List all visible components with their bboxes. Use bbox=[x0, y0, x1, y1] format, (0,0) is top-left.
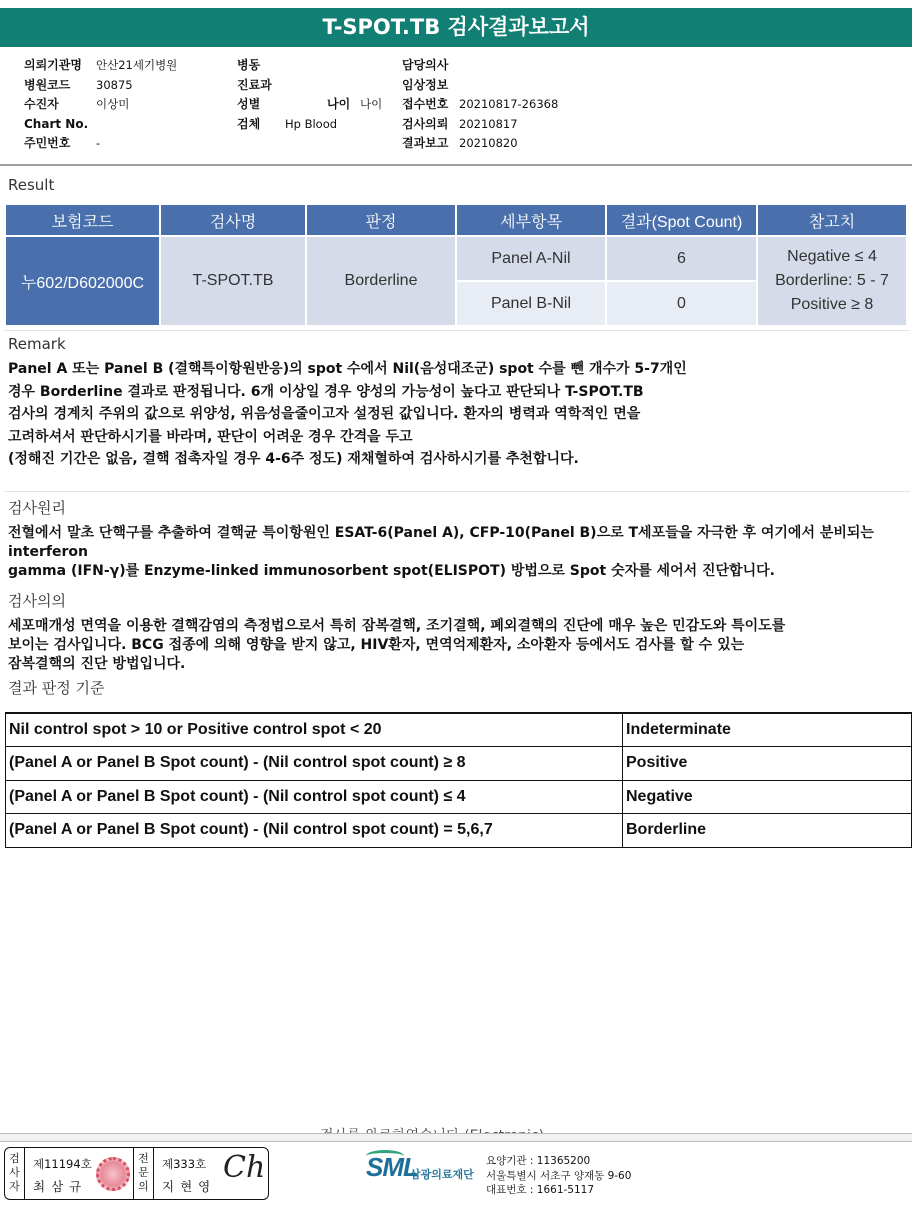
info-value: - bbox=[96, 136, 101, 150]
org-code: 요양기관 : 11365200 bbox=[486, 1155, 591, 1167]
info-value: 20210820 bbox=[459, 136, 518, 150]
col-header: 세부항목 bbox=[457, 205, 605, 235]
info-label: 결과보고 bbox=[402, 136, 449, 150]
vertical-char: 자 bbox=[9, 1180, 20, 1193]
org-name: 삼광의료재단 bbox=[410, 1168, 474, 1181]
inspector-name: 최삼규 bbox=[33, 1179, 88, 1194]
info-label: Chart No. bbox=[24, 116, 89, 131]
signature-box bbox=[4, 1147, 269, 1200]
result-row bbox=[6, 237, 906, 280]
info-label: 검체 bbox=[237, 116, 261, 131]
criteria-row bbox=[6, 747, 912, 781]
reference-range bbox=[758, 237, 906, 325]
vertical-char: 의 bbox=[138, 1180, 149, 1193]
criteria-row bbox=[6, 713, 912, 747]
patient-info-col1 bbox=[24, 56, 177, 154]
col-header: 보험코드 bbox=[6, 205, 159, 235]
info-value: 20210817 bbox=[459, 116, 518, 131]
criteria-condition: (Panel A or Panel B Spot count) - (Nil control spot count) ≤ 4 bbox=[6, 780, 623, 814]
vertical-char: 사 bbox=[9, 1166, 20, 1179]
significance-label: 검사의의 bbox=[8, 592, 66, 610]
doctor-name: 지현영 bbox=[162, 1179, 217, 1194]
handwritten-signature: Ch bbox=[223, 1150, 266, 1185]
col-header: 결과(Spot Count) bbox=[607, 205, 756, 235]
age-label: 나이 bbox=[327, 97, 351, 111]
info-value: 20210817-26368 bbox=[459, 97, 559, 111]
criteria-condition: Nil control spot > 10 or Positive control spot < 20 bbox=[6, 713, 623, 747]
info-label: 주민번호 bbox=[24, 136, 71, 150]
header-divider bbox=[0, 164, 912, 166]
info-value: 이상미 bbox=[96, 97, 130, 111]
insurance-code: 누602/D602000C bbox=[6, 237, 159, 325]
detail-item: Panel B-Nil bbox=[457, 282, 605, 325]
completion-note bbox=[320, 1124, 544, 1132]
info-value: 안산21세기병원 bbox=[96, 58, 178, 72]
criteria-condition: (Panel A or Panel B Spot count) - (Nil control spot count) ≥ 8 bbox=[6, 747, 623, 781]
info-label: 성별 bbox=[237, 97, 261, 111]
org-address: 서울특별시 서초구 양재동 9-60 bbox=[486, 1169, 632, 1182]
patient-info-col3 bbox=[402, 56, 558, 154]
criteria-result: Indeterminate bbox=[623, 713, 912, 747]
criteria-label: 결과 판정 기준 bbox=[8, 679, 105, 697]
col-header: 검사명 bbox=[161, 205, 305, 235]
info-label: 병동 bbox=[237, 58, 261, 72]
col-header: 참고치 bbox=[758, 205, 906, 235]
vertical-char: 문 bbox=[138, 1166, 149, 1179]
remark-text: Panel A 또는 Panel B (결핵특이항원반응)의 spot 수에서 Nil(음성대조군) spot 수를 뺀 개수가 5-7개인 경우 Borderline 결과로 판정됩니다. 6개 이상일 경우 양성의 가능성이 높다고 판단되나 T-SPOT.TB 검사의 경계치 주위의 값으로 위양성, 위음성을줄이고자 설정된 값입니다. 환자의 병력과 역학적인 면을 고려하셔서 판단하시기를 바라며, 판단이 어려운 경우 간격을 두고 (정해진 기간은 없음, 결핵 접촉자일 경우 4-6주 정도) 재채혈하여 검사하시기를 추천합니다. bbox=[8, 361, 687, 467]
col-header: 판정 bbox=[307, 205, 455, 235]
spot-count: 6 bbox=[607, 237, 756, 280]
test-name: T-SPOT.TB bbox=[161, 237, 305, 325]
info-value: Hp Blood bbox=[285, 116, 338, 131]
info-label: 병원코드 bbox=[24, 77, 71, 92]
sml-logo: SML bbox=[366, 1152, 418, 1182]
judgment: Borderline bbox=[307, 237, 455, 325]
doctor-vertical-label bbox=[134, 1148, 154, 1199]
org-phone: 대표번호 : 1661-5117 bbox=[486, 1184, 595, 1196]
principle-text: 전혈에서 말초 단핵구를 추출하여 결핵균 특이항원인 ESAT-6(Panel A), CFP-10(Panel B)으로 T세포들을 자극한 후 여기에서 분비되는 interferon gamma (IFN-γ)를 Enzyme-linked immunosorbent spot(ELISPOT) 방법으로 Spot 숫자를 세어서 진단합니다. bbox=[8, 525, 874, 579]
result-section-label: Result bbox=[8, 176, 55, 194]
criteria-row bbox=[6, 814, 912, 848]
info-label: 진료과 bbox=[237, 77, 272, 92]
result-header-row bbox=[6, 205, 906, 235]
inspector-license: 제11194호 bbox=[33, 1157, 92, 1171]
criteria-result: Positive bbox=[623, 747, 912, 781]
vertical-char: 전 bbox=[138, 1152, 149, 1165]
reference-positive: Positive ≥ 8 bbox=[790, 296, 874, 313]
criteria-table bbox=[5, 712, 912, 848]
criteria-condition: (Panel A or Panel B Spot count) - (Nil control spot count) = 5,6,7 bbox=[6, 814, 623, 848]
report-title: T-SPOT.TB 검사결과보고서 bbox=[0, 8, 912, 47]
inspector-vertical-label bbox=[5, 1148, 25, 1199]
criteria-result: Borderline bbox=[623, 814, 912, 848]
info-label: 접수번호 bbox=[402, 97, 449, 111]
info-label: 수진자 bbox=[24, 97, 59, 111]
detail-item: Panel A-Nil bbox=[457, 237, 605, 280]
info-value: 30875 bbox=[96, 77, 133, 92]
reference-borderline: Borderline: 5 - 7 bbox=[775, 272, 889, 289]
info-label: 담당의사 bbox=[402, 58, 449, 72]
info-label: 의뢰기관명 bbox=[24, 58, 82, 72]
age-value: 나이 bbox=[360, 97, 383, 111]
vertical-char: 검 bbox=[9, 1152, 20, 1165]
org-info bbox=[486, 1154, 631, 1198]
reference-negative: Negative ≤ 4 bbox=[787, 248, 877, 265]
principle-label: 검사원리 bbox=[8, 499, 66, 517]
criteria-row bbox=[6, 780, 912, 814]
spot-count: 0 bbox=[607, 282, 756, 325]
info-label: 검사의뢰 bbox=[402, 116, 449, 131]
remark-label: Remark bbox=[8, 335, 66, 353]
patient-info-col2 bbox=[237, 56, 383, 134]
footer-divider bbox=[0, 1133, 912, 1142]
doctor-license: 제333호 bbox=[162, 1157, 207, 1171]
result-table bbox=[4, 203, 908, 327]
info-label: 임상정보 bbox=[402, 77, 449, 92]
significance-text: 세포매개성 면역을 이용한 결핵감염의 측정법으로서 특히 잠복결핵, 조기결핵, 폐외결핵의 진단에 매우 높은 민감도와 특이도를 보이는 검사입니다. BCG 접종에 의해 영향을 받지 않고, HIV환자, 면역억제환자, 소아환자 등에서도 검사를 할 수 있는 잠복결핵의 진단 방법입니다. bbox=[8, 618, 786, 672]
official-seal bbox=[96, 1157, 130, 1191]
criteria-result: Negative bbox=[623, 780, 912, 814]
